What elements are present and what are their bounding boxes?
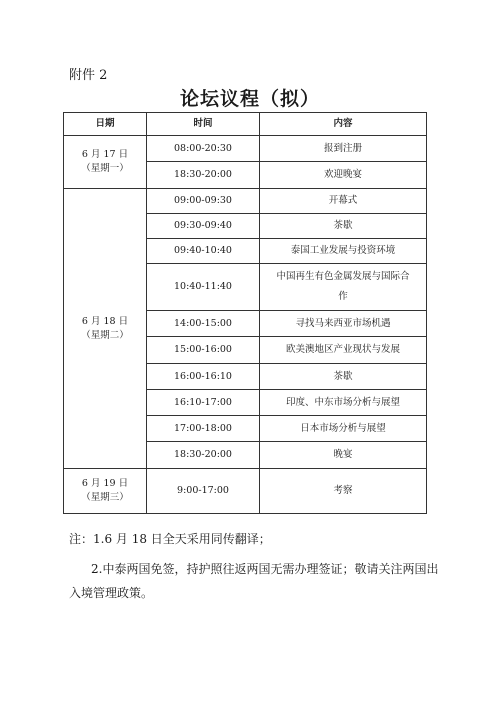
note-2: 2.中泰两国免签，持护照往返两国无需办理签证；敬请关注两国出入境管理政策。 [69, 562, 439, 600]
table-row [64, 469, 427, 514]
page-title: 论坛议程（拟） [179, 88, 320, 110]
attachment-label: 附件 2 [69, 68, 108, 83]
time-cell: 10:40-11:40 [147, 264, 260, 311]
table-header-row [64, 113, 427, 136]
date-text: 6 月 18 日 [81, 315, 129, 327]
time-cell: 16:10-17:00 [147, 390, 260, 416]
date-cell [64, 189, 147, 469]
column-header-time: 时间 [147, 113, 260, 136]
content-cell: 茶歇 [260, 364, 427, 390]
time-cell: 18:30-20:00 [147, 162, 260, 189]
content-cell: 中国再生有色金属发展与国际合作 [260, 264, 427, 311]
notes-section [69, 527, 441, 605]
column-header-date: 日期 [64, 113, 147, 136]
time-cell: 9:00-17:00 [147, 469, 260, 514]
content-cell: 考察 [260, 469, 427, 514]
column-header-content: 内容 [260, 113, 427, 136]
agenda-table [63, 112, 427, 514]
date-text: 6 月 19 日 [81, 478, 129, 489]
content-cell: 欢迎晚宴 [260, 162, 427, 189]
time-cell: 09:00-09:30 [147, 189, 260, 214]
date-cell [64, 136, 147, 189]
content-cell: 印度、中东市场分析与展望 [260, 390, 427, 416]
content-cell: 晚宴 [260, 442, 427, 469]
time-cell: 14:00-15:00 [147, 311, 260, 337]
content-cell: 欧美澳地区产业现状与发展 [260, 337, 427, 364]
content-cell: 开幕式 [260, 189, 427, 214]
time-cell: 16:00-16:10 [147, 364, 260, 390]
weekday-text: （星期二） [81, 329, 129, 341]
table-row [64, 136, 427, 162]
time-cell: 08:00-20:30 [147, 136, 260, 162]
content-cell: 寻找马来西亚市场机遇 [260, 311, 427, 337]
date-cell [64, 469, 147, 514]
weekday-text: （星期一） [81, 163, 129, 174]
note-1: 注：1.6 月 18 日全天采用同传翻译； [69, 532, 271, 546]
time-cell: 17:00-18:00 [147, 416, 260, 442]
time-cell: 09:30-09:40 [147, 214, 260, 239]
table-row [64, 189, 427, 214]
date-text: 6 月 17 日 [81, 149, 129, 160]
content-cell: 日本市场分析与展望 [260, 416, 427, 442]
time-cell: 09:40-10:40 [147, 239, 260, 264]
time-cell: 18:30-20:00 [147, 442, 260, 469]
time-cell: 15:00-16:00 [147, 337, 260, 364]
content-cell: 茶歇 [260, 214, 427, 239]
weekday-text: （星期三） [81, 492, 129, 503]
content-cell: 报到注册 [260, 136, 427, 162]
content-cell: 泰国工业发展与投资环境 [260, 239, 427, 264]
